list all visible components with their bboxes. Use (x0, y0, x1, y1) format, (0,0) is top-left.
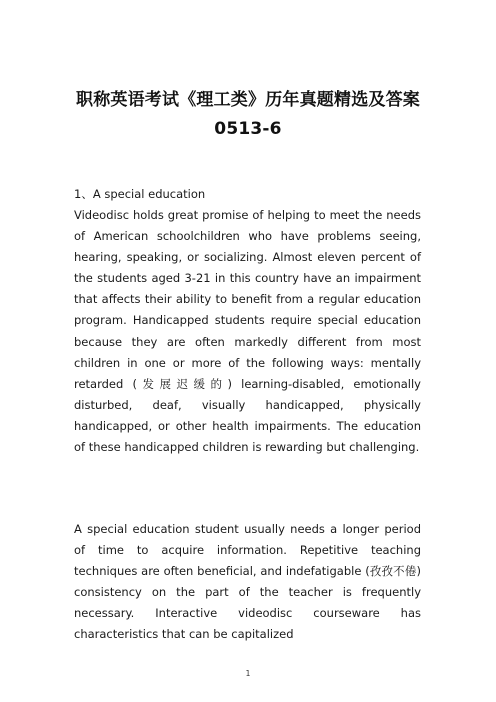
page-number: 1 (245, 669, 251, 678)
section-heading: 1、A special education (74, 187, 206, 201)
document-title: 职称英语考试《理工类》历年真题精选及答案0513-6 (76, 90, 420, 139)
body-paragraph: Videodisc holds great promise of helping to meet the needs of American schoolchildren who have problems seeing, hearing, speaking, or socializing. Almost eleven percent of the students aged 3-21 in this country have an impairment that affects their ability to benefit from a regular education program. Handicapped students require special education because they are often markedly different from most children in one or more of the following ways: mentally retarded (发展迟缓的) learning-disabled, emotionally disturbed, deaf, visually handicapped, physically handicapped, or other health impairments. The education of these handicapped children is rewarding but challenging. (74, 208, 421, 455)
body-paragraph: A special education student usually needs a longer period of time to acquire information. Repetitive teaching techniques are often beneficial, and indefatigable (孜孜不倦) consistency on the part of the teacher is frequently necessary. Interactive videodisc courseware has characteristics that can be capitalized (74, 522, 421, 642)
